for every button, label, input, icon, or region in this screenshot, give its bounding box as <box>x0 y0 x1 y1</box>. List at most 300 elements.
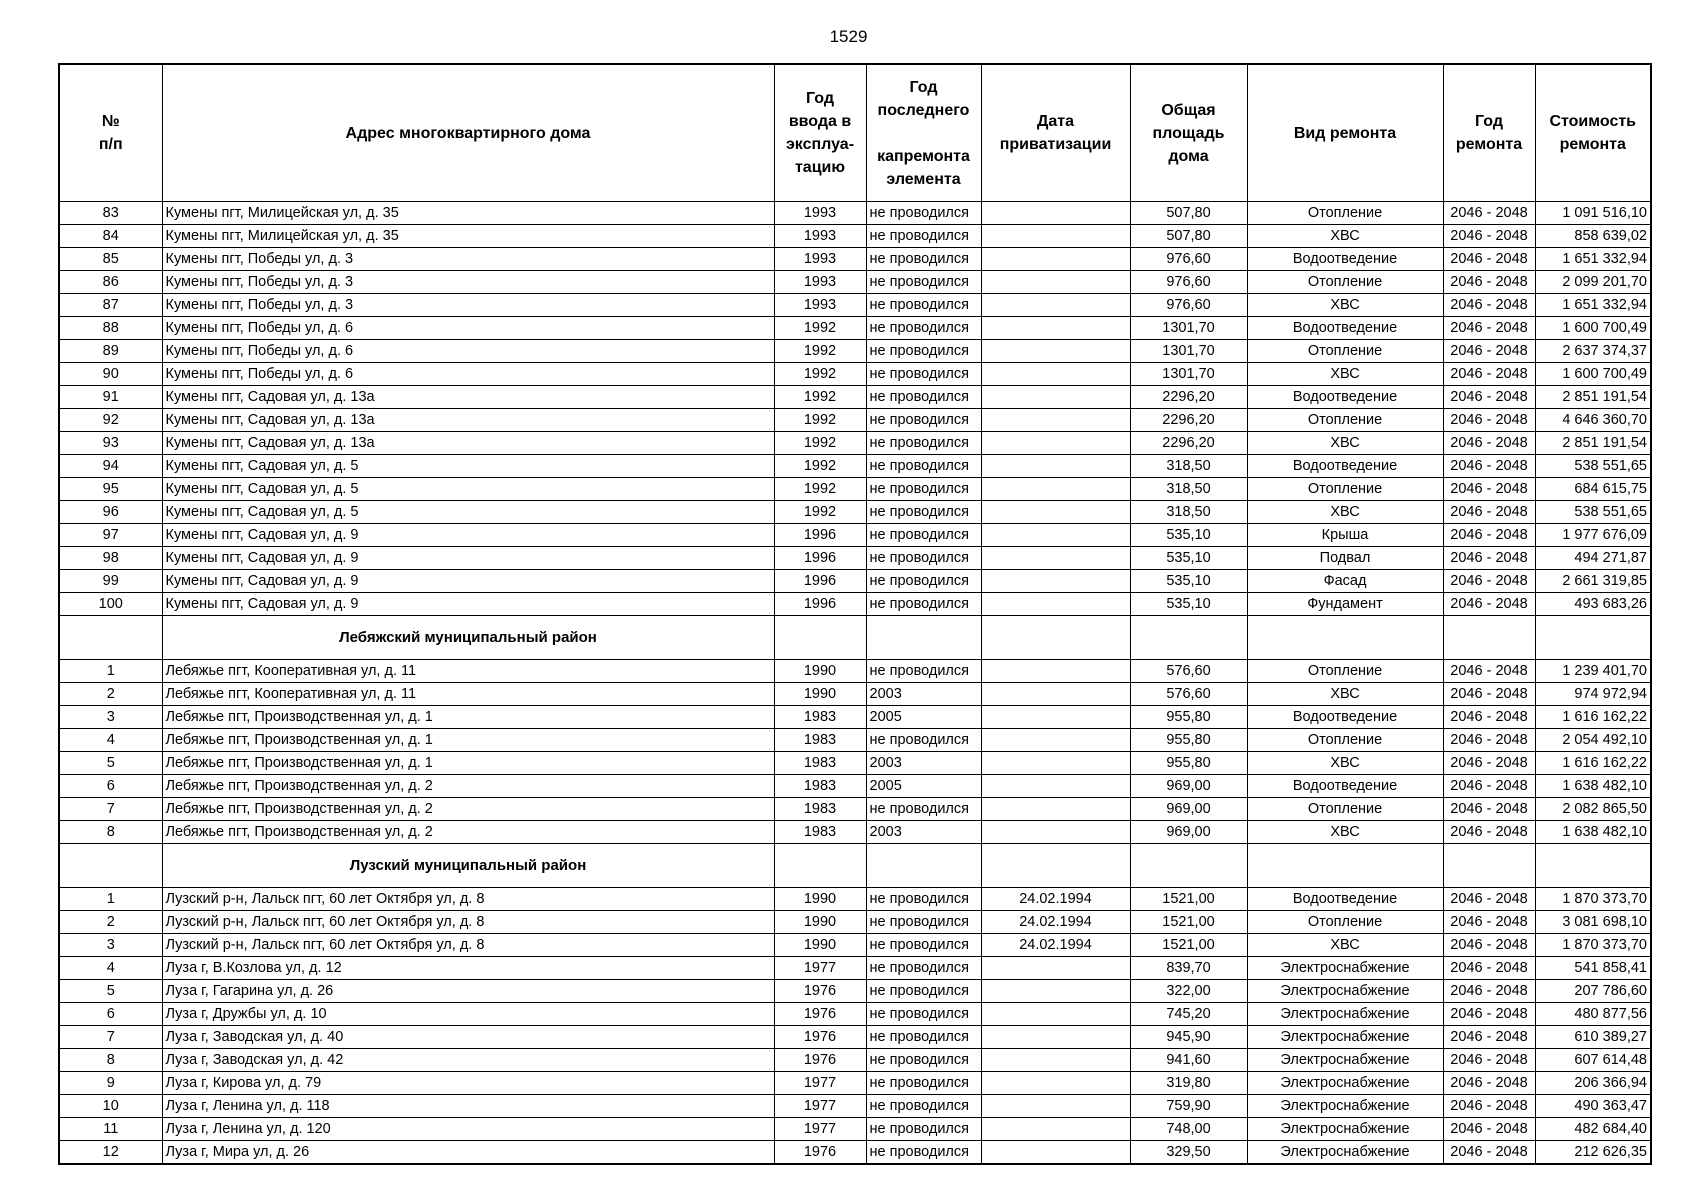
cell-privatization <box>981 409 1130 432</box>
cell-repair-type: Водоотведение <box>1247 386 1443 409</box>
cell-address: Кумены пгт, Милицейская ул, д. 35 <box>162 202 774 225</box>
cell-repair-year: 2046 - 2048 <box>1443 683 1535 706</box>
cell-area: 976,60 <box>1130 271 1247 294</box>
cell-year-built: 1983 <box>774 775 866 798</box>
cell-num: 96 <box>59 501 162 524</box>
cell-year-built: 1990 <box>774 888 866 911</box>
cell-last-repair: не проводился <box>866 798 981 821</box>
cell-address: Кумены пгт, Победы ул, д. 3 <box>162 271 774 294</box>
cell-address: Лузский р-н, Лальск пгт, 60 лет Октября ул, д. 8 <box>162 934 774 957</box>
table-row <box>59 1026 1651 1049</box>
cell-cost: 1 239 401,70 <box>1535 660 1651 683</box>
cell-area: 969,00 <box>1130 798 1247 821</box>
cell-privatization <box>981 706 1130 729</box>
cell-repair-type: Отопление <box>1247 798 1443 821</box>
empty-cell <box>774 616 866 660</box>
table-row <box>59 821 1651 844</box>
cell-last-repair: не проводился <box>866 524 981 547</box>
cell-privatization <box>981 1118 1130 1141</box>
cell-num: 7 <box>59 1026 162 1049</box>
cell-privatization <box>981 1072 1130 1095</box>
empty-cell <box>1535 844 1651 888</box>
header-last-repair: Год последнего капремонта элемента <box>866 64 981 202</box>
cell-cost: 494 271,87 <box>1535 547 1651 570</box>
cell-cost: 1 651 332,94 <box>1535 294 1651 317</box>
cell-area: 969,00 <box>1130 821 1247 844</box>
cell-repair-year: 2046 - 2048 <box>1443 409 1535 432</box>
cell-privatization <box>981 524 1130 547</box>
cell-last-repair: не проводился <box>866 271 981 294</box>
table-row <box>59 478 1651 501</box>
cell-privatization <box>981 1026 1130 1049</box>
cell-address: Кумены пгт, Садовая ул, д. 9 <box>162 593 774 616</box>
empty-cell <box>1443 844 1535 888</box>
cell-privatization <box>981 775 1130 798</box>
cell-cost: 538 551,65 <box>1535 501 1651 524</box>
cell-year-built: 1983 <box>774 706 866 729</box>
cell-privatization <box>981 752 1130 775</box>
cell-num: 11 <box>59 1118 162 1141</box>
cell-year-built: 1993 <box>774 202 866 225</box>
cell-repair-type: Водоотведение <box>1247 455 1443 478</box>
cell-num: 6 <box>59 1003 162 1026</box>
cell-num: 83 <box>59 202 162 225</box>
cell-privatization <box>981 593 1130 616</box>
section-header-row <box>59 616 1651 660</box>
cell-last-repair: не проводился <box>866 1072 981 1095</box>
cell-num: 5 <box>59 980 162 1003</box>
cell-privatization <box>981 294 1130 317</box>
cell-num: 8 <box>59 1049 162 1072</box>
cell-year-built: 1976 <box>774 1003 866 1026</box>
cell-year-built: 1992 <box>774 478 866 501</box>
empty-cell <box>59 844 162 888</box>
cell-address: Лебяжье пгт, Производственная ул, д. 1 <box>162 706 774 729</box>
table-row <box>59 547 1651 570</box>
cell-last-repair: не проводился <box>866 1003 981 1026</box>
table-row <box>59 798 1651 821</box>
cell-area: 1301,70 <box>1130 317 1247 340</box>
cell-repair-type: Крыша <box>1247 524 1443 547</box>
cell-repair-type: Водоотведение <box>1247 706 1443 729</box>
cell-address: Лузский р-н, Лальск пгт, 60 лет Октября ул, д. 8 <box>162 911 774 934</box>
cell-repair-year: 2046 - 2048 <box>1443 1095 1535 1118</box>
cell-privatization: 24.02.1994 <box>981 888 1130 911</box>
cell-num: 3 <box>59 934 162 957</box>
cell-year-built: 1992 <box>774 501 866 524</box>
cell-cost: 974 972,94 <box>1535 683 1651 706</box>
cell-repair-year: 2046 - 2048 <box>1443 455 1535 478</box>
cell-num: 91 <box>59 386 162 409</box>
cell-repair-year: 2046 - 2048 <box>1443 501 1535 524</box>
cell-privatization <box>981 980 1130 1003</box>
cell-address: Кумены пгт, Садовая ул, д. 5 <box>162 501 774 524</box>
cell-privatization <box>981 202 1130 225</box>
cell-area: 759,90 <box>1130 1095 1247 1118</box>
cell-num: 2 <box>59 683 162 706</box>
cell-repair-year: 2046 - 2048 <box>1443 1049 1535 1072</box>
table-row <box>59 1003 1651 1026</box>
empty-cell <box>774 844 866 888</box>
cell-area: 945,90 <box>1130 1026 1247 1049</box>
cell-num: 3 <box>59 706 162 729</box>
cell-repair-year: 2046 - 2048 <box>1443 980 1535 1003</box>
empty-cell <box>866 844 981 888</box>
cell-year-built: 1992 <box>774 363 866 386</box>
cell-address: Лебяжье пгт, Кооперативная ул, д. 11 <box>162 660 774 683</box>
cell-cost: 4 646 360,70 <box>1535 409 1651 432</box>
cell-repair-year: 2046 - 2048 <box>1443 386 1535 409</box>
cell-year-built: 1992 <box>774 455 866 478</box>
cell-privatization <box>981 317 1130 340</box>
table-row <box>59 752 1651 775</box>
cell-area: 318,50 <box>1130 501 1247 524</box>
cell-area: 1521,00 <box>1130 934 1247 957</box>
cell-repair-year: 2046 - 2048 <box>1443 660 1535 683</box>
table-row <box>59 317 1651 340</box>
cell-address: Лебяжье пгт, Кооперативная ул, д. 11 <box>162 683 774 706</box>
cell-year-built: 1992 <box>774 317 866 340</box>
cell-last-repair: не проводился <box>866 409 981 432</box>
table-row <box>59 1118 1651 1141</box>
cell-privatization <box>981 798 1130 821</box>
cell-cost: 541 858,41 <box>1535 957 1651 980</box>
cell-cost: 1 638 482,10 <box>1535 821 1651 844</box>
cell-area: 941,60 <box>1130 1049 1247 1072</box>
cell-repair-year: 2046 - 2048 <box>1443 752 1535 775</box>
header-privatization: Дата приватизации <box>981 64 1130 202</box>
cell-last-repair: не проводился <box>866 1118 981 1141</box>
cell-last-repair: не проводился <box>866 660 981 683</box>
cell-area: 2296,20 <box>1130 409 1247 432</box>
cell-repair-year: 2046 - 2048 <box>1443 1141 1535 1165</box>
cell-address: Кумены пгт, Садовая ул, д. 13а <box>162 409 774 432</box>
cell-privatization <box>981 1049 1130 1072</box>
header-cost: Стоимость ремонта <box>1535 64 1651 202</box>
cell-area: 329,50 <box>1130 1141 1247 1165</box>
cell-repair-type: ХВС <box>1247 432 1443 455</box>
cell-repair-year: 2046 - 2048 <box>1443 821 1535 844</box>
cell-repair-year: 2046 - 2048 <box>1443 888 1535 911</box>
cell-privatization <box>981 386 1130 409</box>
cell-privatization <box>981 547 1130 570</box>
cell-year-built: 1992 <box>774 340 866 363</box>
cell-address: Кумены пгт, Садовая ул, д. 9 <box>162 547 774 570</box>
cell-last-repair: не проводился <box>866 501 981 524</box>
cell-repair-type: Электроснабжение <box>1247 1141 1443 1165</box>
cell-privatization <box>981 1095 1130 1118</box>
cell-repair-year: 2046 - 2048 <box>1443 363 1535 386</box>
cell-repair-type: Водоотведение <box>1247 317 1443 340</box>
cell-year-built: 1983 <box>774 798 866 821</box>
cell-num: 12 <box>59 1141 162 1165</box>
cell-repair-type: Электроснабжение <box>1247 1095 1443 1118</box>
cell-cost: 493 683,26 <box>1535 593 1651 616</box>
table-body <box>59 202 1651 1165</box>
table-row <box>59 1049 1651 1072</box>
cell-repair-year: 2046 - 2048 <box>1443 1118 1535 1141</box>
cell-repair-year: 2046 - 2048 <box>1443 729 1535 752</box>
cell-area: 507,80 <box>1130 202 1247 225</box>
cell-privatization <box>981 225 1130 248</box>
cell-repair-type: ХВС <box>1247 821 1443 844</box>
page-number: 1529 <box>829 27 868 46</box>
cell-cost: 538 551,65 <box>1535 455 1651 478</box>
cell-last-repair: 2005 <box>866 775 981 798</box>
cell-cost: 1 616 162,22 <box>1535 752 1651 775</box>
empty-cell <box>1247 844 1443 888</box>
table-row <box>59 225 1651 248</box>
cell-privatization <box>981 821 1130 844</box>
empty-cell <box>1130 844 1247 888</box>
table-row <box>59 1141 1651 1165</box>
cell-last-repair: не проводился <box>866 455 981 478</box>
cell-address: Кумены пгт, Садовая ул, д. 13а <box>162 386 774 409</box>
cell-last-repair: не проводился <box>866 1026 981 1049</box>
cell-address: Кумены пгт, Садовая ул, д. 9 <box>162 570 774 593</box>
empty-cell <box>59 616 162 660</box>
cell-year-built: 1976 <box>774 1049 866 1072</box>
cell-area: 576,60 <box>1130 683 1247 706</box>
cell-num: 97 <box>59 524 162 547</box>
cell-repair-type: Электроснабжение <box>1247 957 1443 980</box>
cell-cost: 212 626,35 <box>1535 1141 1651 1165</box>
cell-year-built: 1996 <box>774 547 866 570</box>
cell-last-repair: не проводился <box>866 202 981 225</box>
cell-last-repair: не проводился <box>866 386 981 409</box>
table-row <box>59 593 1651 616</box>
table-row <box>59 432 1651 455</box>
cell-address: Луза г, Дружбы ул, д. 10 <box>162 1003 774 1026</box>
cell-num: 5 <box>59 752 162 775</box>
cell-repair-type: Отопление <box>1247 340 1443 363</box>
cell-repair-year: 2046 - 2048 <box>1443 1003 1535 1026</box>
cell-repair-year: 2046 - 2048 <box>1443 248 1535 271</box>
cell-cost: 2 851 191,54 <box>1535 432 1651 455</box>
cell-year-built: 1990 <box>774 683 866 706</box>
cell-repair-type: Отопление <box>1247 729 1443 752</box>
cell-year-built: 1983 <box>774 752 866 775</box>
cell-area: 322,00 <box>1130 980 1247 1003</box>
cell-repair-type: ХВС <box>1247 683 1443 706</box>
cell-privatization <box>981 340 1130 363</box>
table-row <box>59 524 1651 547</box>
empty-cell <box>981 844 1130 888</box>
cell-repair-type: Электроснабжение <box>1247 1026 1443 1049</box>
cell-cost: 1 616 162,22 <box>1535 706 1651 729</box>
cell-cost: 482 684,40 <box>1535 1118 1651 1141</box>
cell-last-repair: не проводился <box>866 478 981 501</box>
table-row <box>59 248 1651 271</box>
cell-repair-year: 2046 - 2048 <box>1443 957 1535 980</box>
cell-area: 1301,70 <box>1130 340 1247 363</box>
table-row <box>59 957 1651 980</box>
cell-repair-type: Отопление <box>1247 911 1443 934</box>
table-row <box>59 888 1651 911</box>
cell-num: 7 <box>59 798 162 821</box>
cell-area: 976,60 <box>1130 294 1247 317</box>
cell-year-built: 1993 <box>774 271 866 294</box>
cell-area: 1521,00 <box>1130 888 1247 911</box>
cell-cost: 610 389,27 <box>1535 1026 1651 1049</box>
cell-area: 2296,20 <box>1130 386 1247 409</box>
cell-num: 8 <box>59 821 162 844</box>
cell-address: Кумены пгт, Победы ул, д. 6 <box>162 340 774 363</box>
cell-privatization <box>981 660 1130 683</box>
cell-year-built: 1993 <box>774 248 866 271</box>
cell-cost: 1 638 482,10 <box>1535 775 1651 798</box>
cell-num: 10 <box>59 1095 162 1118</box>
cell-last-repair: не проводился <box>866 957 981 980</box>
cell-area: 318,50 <box>1130 478 1247 501</box>
cell-address: Кумены пгт, Милицейская ул, д. 35 <box>162 225 774 248</box>
table-row <box>59 980 1651 1003</box>
cell-last-repair: 2003 <box>866 752 981 775</box>
cell-year-built: 1976 <box>774 980 866 1003</box>
cell-cost: 1 600 700,49 <box>1535 317 1651 340</box>
cell-num: 1 <box>59 660 162 683</box>
cell-cost: 684 615,75 <box>1535 478 1651 501</box>
cell-area: 507,80 <box>1130 225 1247 248</box>
table-row <box>59 570 1651 593</box>
cell-cost: 1 870 373,70 <box>1535 934 1651 957</box>
section-title: Лузский муниципальный район <box>162 844 774 888</box>
cell-cost: 607 614,48 <box>1535 1049 1651 1072</box>
cell-num: 93 <box>59 432 162 455</box>
cell-repair-year: 2046 - 2048 <box>1443 478 1535 501</box>
cell-year-built: 1977 <box>774 957 866 980</box>
cell-area: 535,10 <box>1130 547 1247 570</box>
cell-last-repair: не проводился <box>866 593 981 616</box>
cell-last-repair: не проводился <box>866 432 981 455</box>
cell-repair-type: Отопление <box>1247 202 1443 225</box>
cell-repair-year: 2046 - 2048 <box>1443 593 1535 616</box>
header-address: Адрес многоквартирного дома <box>162 64 774 202</box>
cell-area: 955,80 <box>1130 752 1247 775</box>
cell-repair-type: Отопление <box>1247 409 1443 432</box>
cell-area: 969,00 <box>1130 775 1247 798</box>
table-row <box>59 294 1651 317</box>
cell-year-built: 1983 <box>774 729 866 752</box>
cell-last-repair: не проводился <box>866 248 981 271</box>
cell-num: 89 <box>59 340 162 363</box>
cell-repair-year: 2046 - 2048 <box>1443 294 1535 317</box>
cell-repair-type: ХВС <box>1247 501 1443 524</box>
cell-last-repair: не проводился <box>866 294 981 317</box>
cell-year-built: 1992 <box>774 432 866 455</box>
cell-year-built: 1976 <box>774 1026 866 1049</box>
cell-address: Лебяжье пгт, Производственная ул, д. 2 <box>162 775 774 798</box>
table-row <box>59 455 1651 478</box>
cell-address: Кумены пгт, Победы ул, д. 6 <box>162 317 774 340</box>
cell-privatization: 24.02.1994 <box>981 934 1130 957</box>
table-row <box>59 934 1651 957</box>
cell-repair-type: Отопление <box>1247 478 1443 501</box>
cell-cost: 2 637 374,37 <box>1535 340 1651 363</box>
cell-year-built: 1990 <box>774 934 866 957</box>
cell-num: 9 <box>59 1072 162 1095</box>
cell-repair-year: 2046 - 2048 <box>1443 317 1535 340</box>
cell-repair-type: Отопление <box>1247 271 1443 294</box>
header-area: Общая площадь дома <box>1130 64 1247 202</box>
cell-num: 87 <box>59 294 162 317</box>
cell-cost: 2 082 865,50 <box>1535 798 1651 821</box>
cell-last-repair: не проводился <box>866 1095 981 1118</box>
cell-area: 535,10 <box>1130 593 1247 616</box>
cell-num: 98 <box>59 547 162 570</box>
cell-address: Кумены пгт, Садовая ул, д. 5 <box>162 478 774 501</box>
cell-num: 4 <box>59 957 162 980</box>
cell-repair-type: ХВС <box>1247 934 1443 957</box>
cell-area: 976,60 <box>1130 248 1247 271</box>
cell-num: 1 <box>59 888 162 911</box>
cell-year-built: 1996 <box>774 593 866 616</box>
cell-privatization <box>981 1003 1130 1026</box>
cell-privatization <box>981 271 1130 294</box>
table-row <box>59 729 1651 752</box>
cell-num: 6 <box>59 775 162 798</box>
cell-cost: 3 081 698,10 <box>1535 911 1651 934</box>
table-row <box>59 340 1651 363</box>
cell-repair-year: 2046 - 2048 <box>1443 706 1535 729</box>
cell-address: Луза г, Мира ул, д. 26 <box>162 1141 774 1165</box>
cell-year-built: 1996 <box>774 524 866 547</box>
cell-address: Лебяжье пгт, Производственная ул, д. 1 <box>162 729 774 752</box>
cell-privatization <box>981 957 1130 980</box>
cell-area: 2296,20 <box>1130 432 1247 455</box>
header-year-built: Год ввода в эксплуа- тацию <box>774 64 866 202</box>
cell-privatization: 24.02.1994 <box>981 911 1130 934</box>
cell-cost: 1 600 700,49 <box>1535 363 1651 386</box>
cell-privatization <box>981 1141 1130 1165</box>
cell-repair-year: 2046 - 2048 <box>1443 225 1535 248</box>
cell-address: Луза г, В.Козлова ул, д. 12 <box>162 957 774 980</box>
empty-cell <box>866 616 981 660</box>
cell-privatization <box>981 248 1130 271</box>
cell-cost: 2 054 492,10 <box>1535 729 1651 752</box>
cell-year-built: 1983 <box>774 821 866 844</box>
cell-address: Кумены пгт, Победы ул, д. 3 <box>162 294 774 317</box>
cell-repair-type: Водоотведение <box>1247 888 1443 911</box>
cell-cost: 858 639,02 <box>1535 225 1651 248</box>
cell-privatization <box>981 478 1130 501</box>
cell-privatization <box>981 683 1130 706</box>
cell-year-built: 1977 <box>774 1072 866 1095</box>
cell-year-built: 1992 <box>774 386 866 409</box>
cell-address: Лебяжье пгт, Производственная ул, д. 2 <box>162 798 774 821</box>
cell-address: Луза г, Кирова ул, д. 79 <box>162 1072 774 1095</box>
cell-repair-year: 2046 - 2048 <box>1443 524 1535 547</box>
table-header <box>59 64 1651 202</box>
cell-num: 85 <box>59 248 162 271</box>
cell-repair-type: Электроснабжение <box>1247 980 1443 1003</box>
cell-repair-year: 2046 - 2048 <box>1443 1072 1535 1095</box>
cell-num: 84 <box>59 225 162 248</box>
cell-repair-year: 2046 - 2048 <box>1443 1026 1535 1049</box>
cell-address: Кумены пгт, Садовая ул, д. 9 <box>162 524 774 547</box>
section-header-row <box>59 844 1651 888</box>
cell-cost: 2 099 201,70 <box>1535 271 1651 294</box>
cell-repair-year: 2046 - 2048 <box>1443 271 1535 294</box>
cell-address: Луза г, Ленина ул, д. 120 <box>162 1118 774 1141</box>
section-title: Лебяжский муниципальный район <box>162 616 774 660</box>
cell-repair-year: 2046 - 2048 <box>1443 911 1535 934</box>
table-row <box>59 363 1651 386</box>
cell-repair-type: Водоотведение <box>1247 775 1443 798</box>
cell-cost: 206 366,94 <box>1535 1072 1651 1095</box>
cell-repair-type: Электроснабжение <box>1247 1049 1443 1072</box>
cell-repair-type: Отопление <box>1247 660 1443 683</box>
